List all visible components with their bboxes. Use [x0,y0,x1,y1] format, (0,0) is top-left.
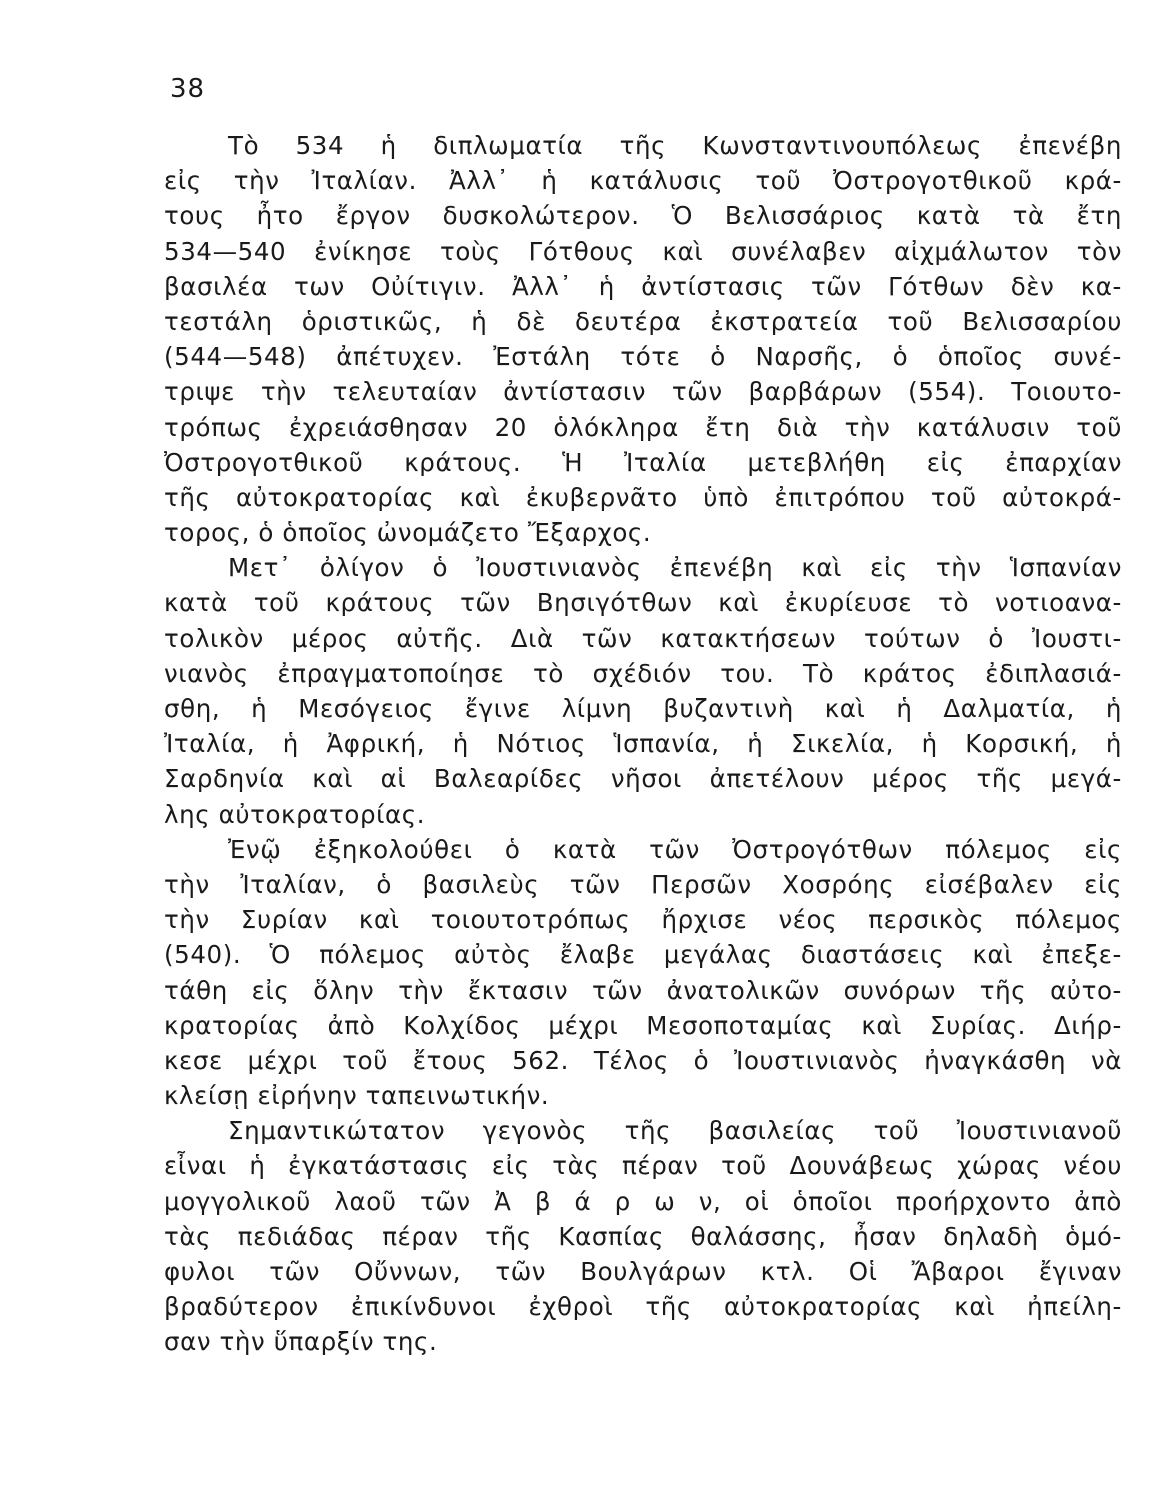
text-line: Ὀστρογοτθικοῦ κράτους. Ἡ Ἰταλία μετεβλήθη εἰς ἐπαρχίαν [164,447,1122,477]
text-line: Ἐνῷ ἐξηκολούθει ὁ κατὰ τῶν Ὀστρογότθων πόλεμος εἰς [228,834,1122,864]
text-line: τεστάλη ὁριστικῶς, ἡ δὲ δευτέρα ἐκστρατεία τοῦ Βελισσαρίου [164,306,1122,336]
text-line: μογγολικοῦ λαοῦ τῶν Ἀ β ά ρ ω ν, οἱ ὁποῖοι προήρχοντο ἀπὸ [164,1186,1122,1216]
text-line: Μετ᾽ ὀλίγον ὁ Ἰουστινιανὸς ἐπενέβη καὶ εἰς τὴν Ἱσπανίαν [228,553,1122,583]
text-line: σθη, ἡ Μεσόγειος ἔγινε λίμνη βυζαντινὴ καὶ ἡ Δαλματία, ἡ [164,694,1122,723]
text-line: κατὰ τοῦ κράτους τῶν Βησιγότθων καὶ ἐκυρίευσε τὸ νοτιοανα- [164,588,1122,618]
paragraph-4 [164,1113,1122,1359]
paragraph-3 [164,832,1122,1114]
text-line: κλείσῃ εἰρήνην ταπεινωτικήν. [164,1081,550,1111]
text-line: Σημαντικώτατον γεγονὸς τῆς βασιλείας τοῦ Ἰουστινιανοῦ [228,1116,1122,1146]
text-line: 534—540 ἐνίκησε τοὺς Γότθους καὶ συνέλαβεν αἰχμάλωτον τὸν [164,236,1122,266]
text-line: τους ἦτο ἔργον δυσκολώτερον. Ὁ Βελισσάριος κατὰ τὰ ἔτη [164,201,1122,231]
text-line: φυλοι τῶν Οὔννων, τῶν Βουλγάρων κτλ. Οἱ Ἄβαροι ἔγιναν [164,1257,1122,1286]
text-line: τριψε τὴν τελευταίαν ἀντίστασιν τῶν βαρβάρων (554). Τοιουτο- [164,377,1122,407]
body-text [164,128,1122,1360]
paragraph-2 [164,550,1122,832]
text-line: λης αὐτοκρατορίας. [164,799,426,829]
text-line: κεσε μέχρι τοῦ ἔτους 562. Τέλος ὁ Ἰουστινιανὸς ἠναγκάσθη νὰ [164,1045,1122,1075]
text-line: Σαρδηνία καὶ αἱ Βαλεαρίδες νῆσοι ἀπετέλουν μέρος τῆς μεγά- [164,764,1122,794]
text-line: (544—548) ἀπέτυχεν. Ἐστάλη τότε ὁ Ναρσῆς, ὁ ὁποῖος συνέ- [164,342,1122,372]
text-line: Ἰταλία, ἡ Ἀφρική, ἡ Νότιος Ἱσπανία, ἡ Σικελία, ἡ Κορσική, ἡ [164,729,1122,759]
page-number: 38 [170,74,206,104]
text-line: βραδύτερον ἐπικίνδυνοι ἐχθροὶ τῆς αὐτοκρατορίας καὶ ἠπείλη- [164,1292,1122,1322]
text-line: τὴν Συρίαν καὶ τοιουτοτρόπως ἤρχισε νέος περσικὸς πόλεμος [164,905,1122,935]
text-line: τρόπως ἐχρειάσθησαν 20 ὁλόκληρα ἔτη διὰ τὴν κατάλυσιν τοῦ [164,412,1122,442]
paragraph-1 [164,128,1122,550]
text-line: τάθη εἰς ὅλην τὴν ἔκτασιν τῶν ἀνατολικῶν συνόρων τῆς αὐτο- [164,975,1122,1005]
text-line: νιανὸς ἐπραγματοποίησε τὸ σχέδιόν του. Τὸ κράτος ἐδιπλασιά- [164,658,1122,688]
text-line: (540). Ὁ πόλεμος αὐτὸς ἔλαβε μεγάλας διαστάσεις καὶ ἐπεξε- [164,940,1122,970]
text-line: τολικὸν μέρος αὐτῆς. Διὰ τῶν κατακτήσεων τούτων ὁ Ἰουστι- [164,623,1122,653]
text-line: τὰς πεδιάδας πέραν τῆς Κασπίας θαλάσσης, ἦσαν δηλαδὴ ὁμό- [164,1221,1122,1251]
text-line: βασιλέα των Οὐίτιγιν. Ἀλλ᾽ ἡ ἀντίστασις τῶν Γότθων δὲν κα- [164,271,1122,301]
text-line: σαν τὴν ὕπαρξίν της. [164,1327,438,1357]
text-line: κρατορίας ἀπὸ Κολχίδος μέχρι Μεσοποταμίας καὶ Συρίας. Διήρ- [164,1010,1122,1040]
text-line: τὴν Ἰταλίαν, ὁ βασιλεὺς τῶν Περσῶν Χοσρόης εἰσέβαλεν εἰς [164,869,1122,899]
text-line: τῆς αὐτοκρατορίας καὶ ἐκυβερνᾶτο ὑπὸ ἐπιτρόπου τοῦ αὐτοκρά- [164,482,1122,512]
text-line: τορος, ὁ ὁποῖος ὠνομάζετο Ἔξαρχος. [164,518,652,548]
text-line: εἶναι ἡ ἐγκατάστασις εἰς τὰς πέραν τοῦ Δουνάβεως χώρας νέου [164,1151,1122,1181]
text-line: εἰς τὴν Ἰταλίαν. Ἀλλ᾽ ἡ κατάλυσις τοῦ Ὀστρογοτθικοῦ κρά- [164,166,1122,196]
text-line: Τὸ 534 ἡ διπλωματία τῆς Κωνσταντινουπόλεως ἐπενέβη [228,131,1122,160]
